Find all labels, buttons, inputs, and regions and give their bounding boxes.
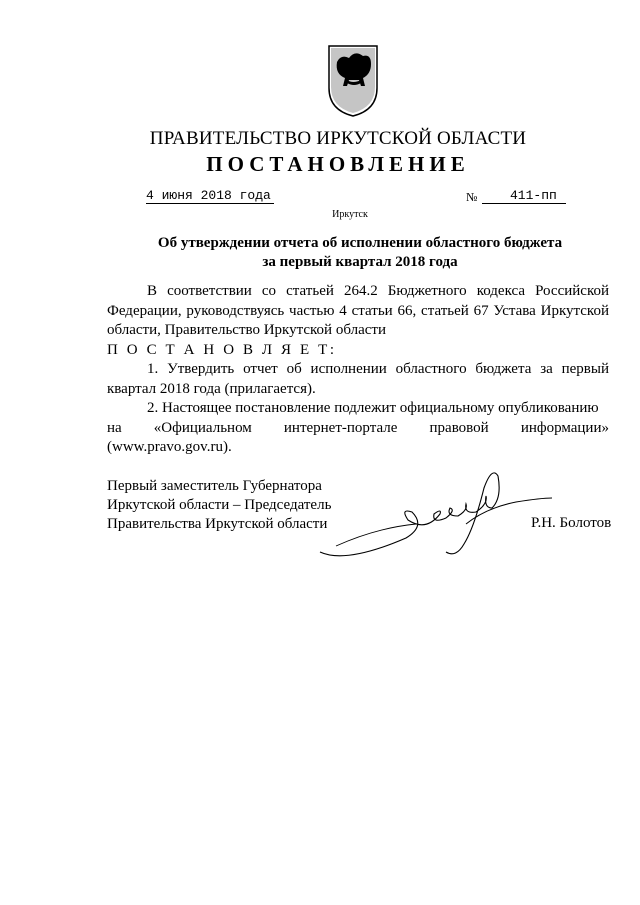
resolves-word: П О С Т А Н О В Л Я Е Т: [107, 341, 337, 358]
document-date: 4 июня 2018 года [146, 188, 271, 203]
item-2-word: «Официальном [153, 419, 252, 436]
item-2-paragraph-start: 2. Настоящее постановление подлежит официальному опубликованию [147, 400, 599, 416]
number-underline [482, 203, 566, 204]
item-2-word: интернет-портале [283, 419, 398, 436]
number-sign: № [466, 190, 478, 204]
date-underline [146, 203, 274, 204]
document-body [107, 282, 609, 458]
preamble-paragraph: В соответствии со статьей 264.2 Бюджетного кодекса Российской Федерации, руководствуясь частью 4 статьи 66, статьей 67 Устава Иркутской области, Правительство Иркутской области [107, 283, 609, 338]
title-line-1: Об утверждении отчета об исполнении областного бюджета [157, 235, 563, 251]
item-1-paragraph: 1. Утвердить отчет об исполнении областного бюджета за первый квартал 2018 года (прилагается). [107, 361, 609, 397]
government-name: ПРАВИТЕЛЬСТВО ИРКУТСКОЙ ОБЛАСТИ [149, 128, 527, 149]
position-line-2: Иркутской области – Председатель [107, 497, 332, 513]
coat-of-arms-icon [327, 40, 379, 118]
item-2-justified-line [107, 419, 609, 439]
signatory-name: Р.Н. Болотов [531, 515, 612, 531]
title-line-2: за первый квартал 2018 года [262, 254, 458, 270]
signatory-position [107, 477, 331, 534]
city: Иркутск [332, 209, 368, 220]
position-line-3: Правительства Иркутской области [107, 516, 328, 532]
item-2-word: на [107, 419, 122, 436]
document-number: 411-пп [510, 188, 557, 203]
document-title [100, 234, 620, 272]
document-type: ПОСТАНОВЛЕНИЕ [206, 152, 470, 176]
handwritten-signature [316, 468, 556, 568]
item-2-paragraph-end: (www.pravo.gov.ru). [107, 439, 232, 455]
item-2-word: информации» [520, 419, 609, 436]
item-2-word: правовой [429, 419, 489, 436]
position-line-1: Первый заместитель Губернатора [107, 478, 322, 494]
